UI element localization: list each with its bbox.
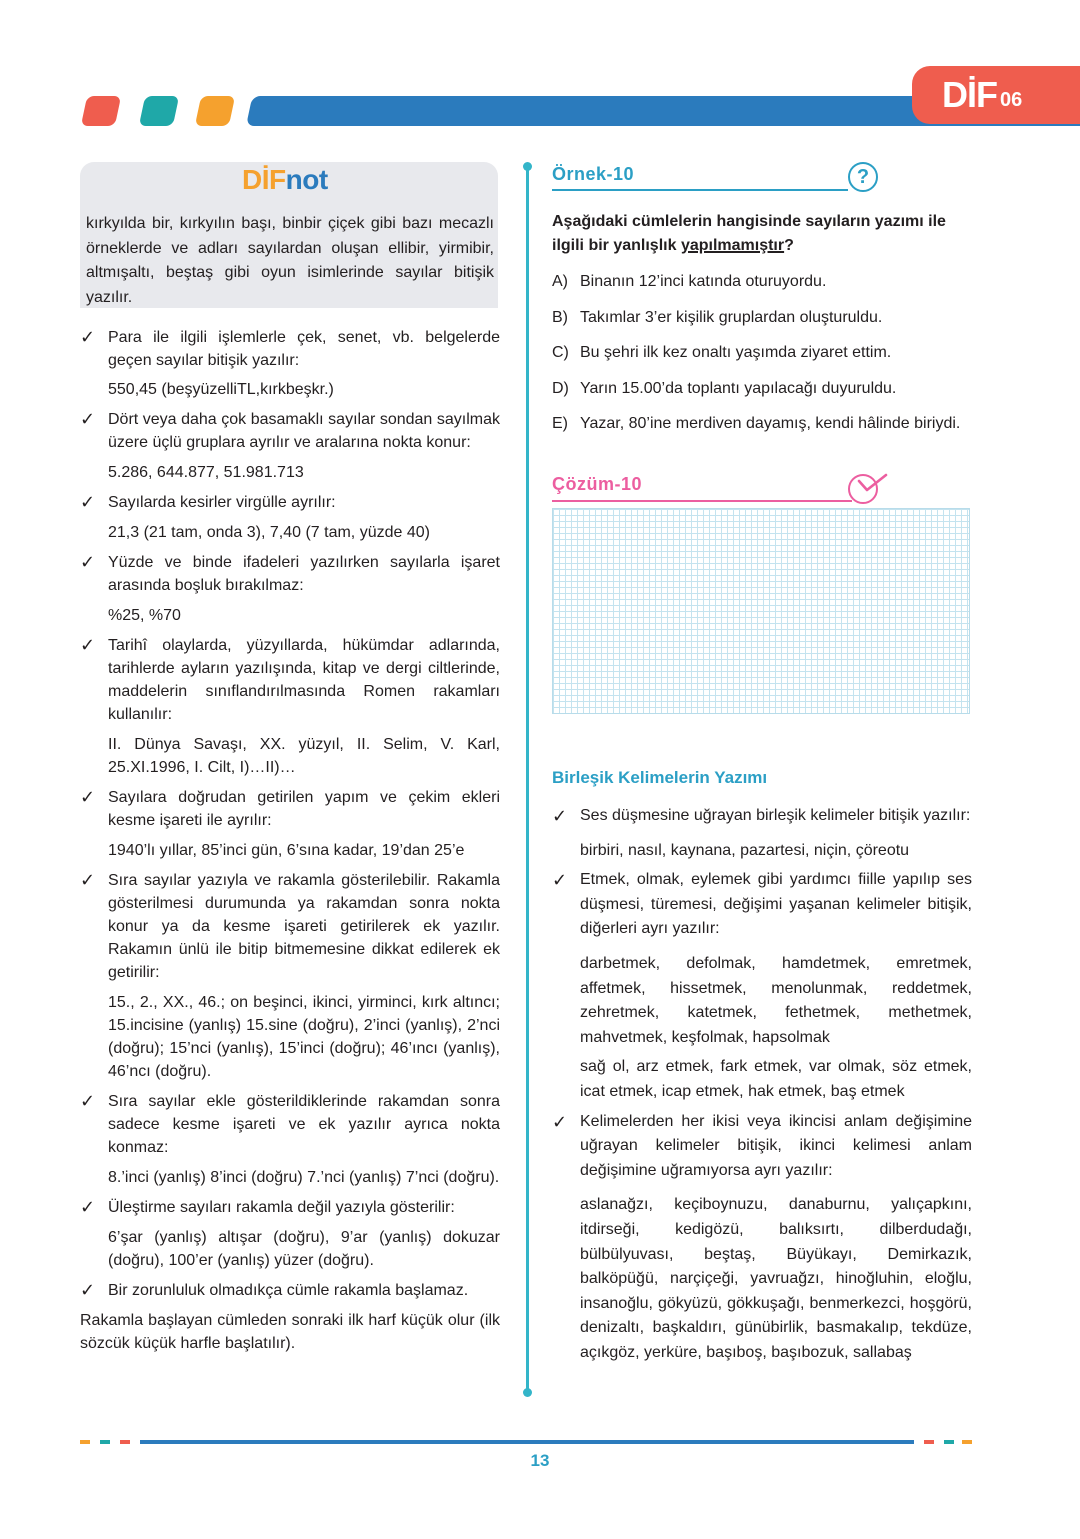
check-icon: ✓ [80, 1280, 96, 1300]
page-number: 13 [530, 1451, 550, 1470]
check-icon: ✓ [80, 635, 96, 655]
rule-example: 6’şar (yanlış) altışar (doğru), 9’ar (yanlış) dokuzar (doğru), 100’er (yanlış) yüzer (doğru). [108, 1229, 500, 1269]
check-icon: ✓ [552, 870, 568, 891]
check-icon: ✓ [80, 552, 96, 572]
rule-example: %25, %70 [108, 607, 181, 624]
check-mark-icon [856, 472, 888, 492]
rule-text: Üleştirme sayıları rakamla değil yazıyla gösterilir: [108, 1199, 455, 1216]
rule-example: 1940’lı yıllar, 85’inci gün, 6’sına kadar, 19’dan 25’e [108, 842, 465, 859]
check-icon: ✓ [80, 787, 96, 807]
rule-example: 8.’inci (yanlış) 8’inci (doğru) 7.’nci (yanlış) 7’nci (doğru). [108, 1169, 500, 1186]
rule-item [80, 1196, 500, 1219]
check-icon: ✓ [552, 1111, 568, 1132]
rule-item [80, 786, 500, 832]
rule-example: birbiri, nasıl, kaynana, pazartesi, niçin, çöreotu [580, 841, 910, 859]
rule-text: Dört veya daha çok basamaklı sayılar sondan sayılmak üzere üçlü gruplara ayrılır ve aralarına nokta konur: [108, 411, 500, 451]
rule-item [80, 869, 500, 984]
footer-dash [80, 1440, 90, 1444]
example-title-underline [552, 189, 848, 191]
rule-text: Bir zorunluluk olmadıkça cümle rakamla başlamaz. [108, 1282, 469, 1299]
note-title-dif: DİF [242, 164, 286, 195]
option-letter: C) [552, 344, 569, 361]
rule-item [80, 491, 500, 514]
option-c[interactable] [552, 341, 972, 365]
question-text-part: Aşağıdaki cümlelerin hangisinde sayıların yazımı ile ilgili bir yanlışlık [552, 213, 946, 254]
option-e[interactable] [552, 412, 972, 436]
option-b[interactable] [552, 306, 972, 330]
rule-text: Ses düşmesine uğrayan birleşik kelimeler bitişik yazılır: [580, 807, 971, 824]
check-icon: ✓ [80, 327, 96, 347]
rule-text: Sayılara doğrudan getirilen yapım ve çekim ekleri kesme işareti ile ayrılır: [108, 789, 500, 829]
option-a[interactable] [552, 270, 972, 294]
option-letter: B) [552, 308, 568, 326]
question-icon: ? [848, 162, 878, 192]
example-title: Örnek-10 [552, 164, 635, 184]
footer-dash [924, 1440, 934, 1444]
left-column [80, 326, 500, 1355]
option-letter: D) [552, 379, 569, 397]
option-text: Takımlar 3’er kişilik gruplardan oluşturuldu. [580, 308, 883, 326]
footer-dash [944, 1440, 954, 1444]
header-square-red [81, 96, 121, 126]
rule-item [552, 868, 972, 942]
rule-text: Sıra sayılar ekle gösterildiklerinde rakamdan sonra sadece kesme işareti ve ek yazılır ayrıca nokta konmaz: [108, 1093, 500, 1156]
section-title: Birleşik Kelimelerin Yazımı [552, 768, 768, 787]
rule-text: Kelimelerden her ikisi veya ikincisi anlam değişimine uğrayan kelimeler bitişik, ikinci kelimesi anlam değişimine uğramıyorsa ayrı yazılır: [580, 1112, 972, 1179]
check-icon: ✓ [80, 1197, 96, 1217]
rule-example: II. Dünya Savaşı, XX. yüzyıl, II. Selim, V. Karl, 25.XI.1996, I. Cilt, I)…II)… [108, 736, 500, 776]
rule-item [80, 408, 500, 454]
solution-title-underline [552, 500, 852, 502]
header-square-orange [195, 96, 235, 126]
footer-bar [140, 1440, 914, 1444]
rule-example: sağ ol, arz etmek, fark etmek, var olmak, söz etmek, icat etmek, icap etmek, hak etmek, baş etmek [580, 1058, 972, 1100]
option-text: Binanın 12’inci katında oturuyordu. [580, 273, 827, 290]
rule-text: Tarihî olaylarda, yüzyıllarda, hükümdar adlarında, tarihlerde ayların yazılışında, kitap ve dergi ciltlerinde, maddelerin sınıflandırılmasında Romen rakamları kullanılır: [108, 637, 500, 723]
option-d[interactable] [552, 377, 972, 401]
rule-example: 21,3 (21 tam, onda 3), 7,40 (7 tam, yüzde 40) [108, 524, 430, 541]
header-square-teal [139, 96, 179, 126]
rule-item [552, 804, 972, 829]
question-text [552, 210, 974, 258]
header-unit-number: 06 [1000, 89, 1023, 111]
right-column [552, 804, 972, 1365]
divider-dot-bottom [523, 1388, 532, 1397]
rule-example: 15., 2., XX., 46.; on beşinci, ikinci, yirminci, kırk altıncı; 15.incisine (yanlış) 15.sine (doğru), 2’inci (yanlış), 2’nci (doğru); 15’nci (yanlış), 15’inci (doğru); 46’ıncı (yanlış), 46’ncı (doğru). [108, 994, 500, 1080]
footer-dash [962, 1440, 972, 1444]
footer-dash [100, 1440, 110, 1444]
check-icon: ✓ [80, 1091, 96, 1111]
check-icon: ✓ [80, 492, 96, 512]
question-underlined: yapılmamıştır [680, 237, 785, 254]
header-logo: DİF [942, 74, 997, 115]
rule-example: aslanağzı, keçiboynuzu, danaburnu, yalıçapkını, itdirseği, kedigözü, balıksırtı, dilberdudağı, bülbülyuvası, beştaş, Büyükayı, Demirkazık, balköpüğü, narçiçeği, yavruağzı, hinoğluhin, eloğlu, insanoğlu, gökyüzü, gökkuşağı, benmerkezci, hoşgörü, denizaltı, başkaldırı, günübirlik, basmakalıp, tekdüze, açıkgöz, yerküre, başıboş, başıbozuk, sallabaş [580, 1196, 972, 1361]
option-letter: A) [552, 273, 568, 290]
option-letter: E) [552, 415, 568, 432]
rule-text: Sıra sayılar yazıyla ve rakamla gösterilebilir. Rakamla gösterilmesi durumunda ya rakamdan sonra nokta konur ya da kesme işareti getirilerek ek yazılır. Rakamın ünlü ile bitip bitmemesine dikkat edilerek ek getirilir: [108, 872, 500, 981]
solution-grid[interactable] [552, 508, 970, 714]
question-text-end: ? [784, 237, 794, 254]
rule-text: Etmek, olmak, eylemek gibi yardımcı fiille yapılıp ses düşmesi, türemesi, değişimi yaşanan kelimeler bitişik, diğerleri ayrı yazılır: [580, 871, 972, 938]
rule-item [80, 326, 500, 372]
option-text: Yarın 15.00’da toplantı yapılacağı duyuruldu. [580, 379, 897, 397]
answer-options [552, 270, 972, 448]
header-logo-tab [912, 66, 1080, 124]
check-icon: ✓ [80, 870, 96, 890]
rule-item [80, 1090, 500, 1159]
rule-text: Yüzde ve binde ifadeleri yazılırken sayılarla işaret arasında boşluk bırakılmaz: [108, 554, 500, 594]
option-text: Yazar, 80’ine merdiven dayamış, kendi hâlinde biriydi. [580, 415, 961, 432]
note-title-not: not [285, 164, 328, 195]
check-icon: ✓ [80, 409, 96, 429]
note-text: kırkyılda bir, kırkyılın başı, binbir çiçek gibi bazı mecazlı örneklerde ve adları sayılardan oluşan ellibir, yirmibir, altmışaltı, beştaş gibi oyun isimlerinde sayılar bitişik yazılır. [86, 215, 494, 306]
rule-item [80, 551, 500, 597]
rule-item [80, 634, 500, 726]
note-title [242, 164, 328, 196]
rule-item [80, 1279, 500, 1302]
rule-example: darbetmek, defolmak, hamdetmek, emretmek, affetmek, hissetmek, menolunmak, reddetmek, zehretmek, katetmek, fethetmek, methetmek, mahvetmek, keşfolmak, hapsolmak [580, 954, 972, 1046]
column-divider [526, 168, 529, 1393]
option-text: Bu şehri ilk kez onaltı yaşımda ziyaret ettim. [580, 344, 892, 361]
rule-text: Para ile ilgili işlemlerle çek, senet, vb. belgelerde geçen sayılar bitişik yazılır: [108, 329, 500, 369]
footer-dash [120, 1440, 130, 1444]
closing-text: Rakamla başlayan cümleden sonraki ilk harf küçük olur (ilk sözcük küçük harfle başlatılır). [80, 1312, 500, 1352]
rule-example: 550,45 (beşyüzelliTL,kırkbeşkr.) [108, 381, 334, 398]
rule-item [552, 1110, 972, 1184]
rule-text: Sayılarda kesirler virgülle ayrılır: [108, 494, 336, 511]
check-icon: ✓ [552, 806, 568, 826]
solution-title: Çözüm-10 [552, 474, 643, 494]
rule-example: 5.286, 644.877, 51.981.713 [108, 464, 304, 481]
